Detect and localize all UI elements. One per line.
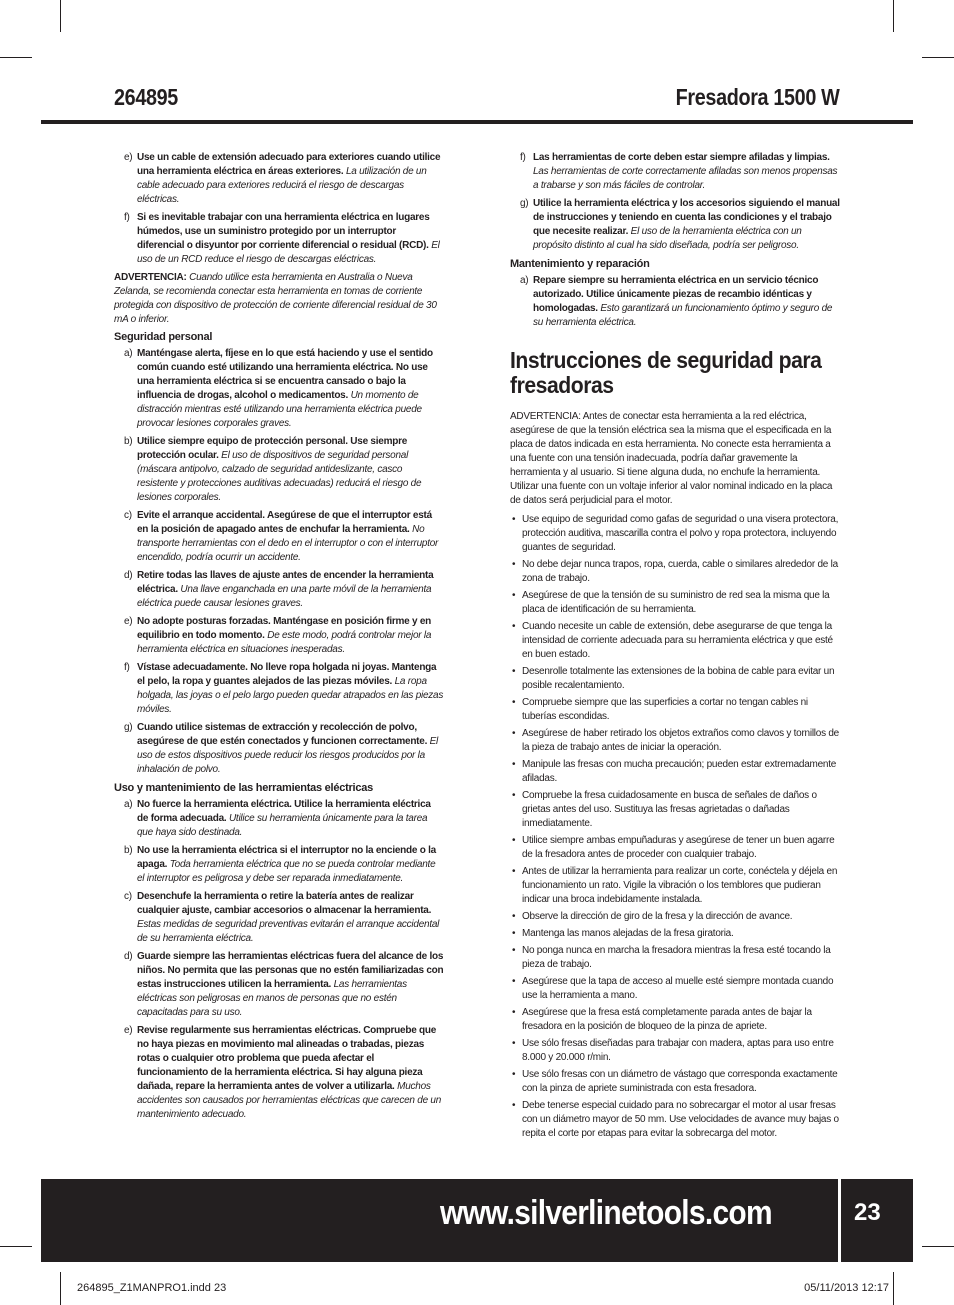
crop-mark (922, 1246, 954, 1247)
bullet-marker: • (512, 514, 516, 525)
item-label: g) (124, 722, 133, 733)
bullet-text: Use sólo fresas diseñadas para trabajar con madera, aptas para uso entre 8.000 y 20.000 r/min. (522, 1038, 834, 1063)
bullet-text: Cuando necesite un cable de extensión, debe asegurarse de que tenga la intensidad de corriente adecuada para su herramienta eléctrica y que esté en buen estado. (522, 621, 833, 660)
list-item (114, 1024, 444, 1122)
bullet-item (510, 865, 840, 907)
item-bold-text: Retire todas las llaves de ajuste antes de encender la herramienta eléctrica. (137, 570, 434, 595)
bullet-item (510, 1099, 840, 1141)
item-bold-text: Utilice la herramienta eléctrica y los accesorios siguiendo el manual de instrucciones y teniendo en cuenta las condiciones y el trabajo que necesite realizar. (533, 198, 840, 237)
bullet-marker: • (512, 1007, 516, 1018)
item-italic-text: Una llave enganchada en una parte móvil de la herramienta eléctrica puede causar lesiones graves. (137, 584, 432, 609)
item-bold-text: Cuando utilice sistemas de extracción y recolección de polvo, asegúrese de que estén conectados y funcionen correctamente. (137, 722, 428, 747)
bullet-marker: • (512, 976, 516, 987)
item-italic-text: La ropa holgada, las joyas o el pelo largo pueden quedar atrapados en las piezas móviles. (137, 676, 444, 715)
model-number: 264895 (114, 84, 178, 110)
item-label: a) (124, 348, 133, 359)
bullet-text: Use sólo fresas con un diámetro de vástago que corresponda exactamente con la pinza de apriete suministrada con esta fresadora. (522, 1069, 838, 1094)
item-label: f) (520, 152, 526, 163)
router-safety-heading: Instrucciones de seguridad para fresadoras (510, 347, 822, 398)
list-item (114, 950, 444, 1020)
list-item (114, 721, 444, 777)
warning-label: ADVERTENCIA: (114, 272, 187, 283)
item-bold-text: Evite el arranque accidental. Asegúrese de que el interruptor está en la posición de apagado antes de enchufar la herramienta. (137, 510, 432, 535)
list-item (510, 151, 840, 193)
item-bold-text: Vístase adecuadamente. No lleve ropa holgada ni joyas. Mantenga el pelo, la ropa y guantes alejados de las piezas móviles. (137, 662, 437, 687)
website-url: www.silverlinetools.com (440, 1194, 772, 1232)
list-item (114, 615, 444, 657)
bullet-text: Asegúrese que la fresa está completamente parada antes de bajar la fresadora en la posición de bloqueo de la pinza de apriete. (522, 1007, 812, 1032)
bullet-text: No debe dejar nunca trapos, ropa, cuerda, cable o similares alrededor de la zona de trabajo. (522, 559, 838, 584)
bullet-item (510, 789, 840, 831)
bullet-marker: • (512, 866, 516, 877)
bullet-text: Debe tenerse especial cuidado para no sobrecargar el motor al usar fresas con un diámetro mayor de 50 mm. Use velocidades de avance muy bajas o repita el corte por etapas para evitar la sobrecarga del motor. (522, 1100, 839, 1139)
crop-mark (922, 57, 954, 58)
item-italic-text: Estas medidas de seguridad preventivas evitarán el arranque accidental de su herramienta eléctrica. (137, 919, 440, 944)
bullet-marker: • (512, 1038, 516, 1049)
bullet-text: Asegúrese de haber retirado los objetos extraños como clavos y tornillos de la pieza de trabajo antes de iniciar la operación. (522, 728, 839, 753)
bullet-item (510, 620, 840, 662)
bullet-marker: • (512, 1069, 516, 1080)
crop-mark (0, 57, 32, 58)
crop-mark (893, 0, 894, 32)
bullet-text: Manipule las fresas con mucha precaución; pueden estar extremadamente afiladas. (522, 759, 837, 784)
header-rule (41, 120, 913, 124)
item-bold-text: Revise regularmente sus herramientas eléctricas. Compruebe que no haya piezas en movimiento mal alineadas o trabadas, piezas rotas o cualquier otro problema que pueda afectar el funcionamiento de la herramienta eléctrica. Si hay alguna pieza dañada, repare la herramienta antes de volver a utilizarla. (137, 1025, 437, 1092)
bullet-item (510, 927, 840, 941)
bullet-item (510, 834, 840, 862)
item-italic-text: Muchos accidentes son causados por herramientas eléctricas que carecen de un mantenimiento adecuado. (137, 1081, 442, 1120)
item-label: f) (124, 212, 130, 223)
bullet-marker: • (512, 621, 516, 632)
section-title-personal-safety: Seguridad personal (114, 331, 213, 343)
right-column (510, 151, 840, 1144)
item-label: f) (124, 662, 130, 673)
bullet-item (510, 910, 840, 924)
bullet-marker: • (512, 928, 516, 939)
item-label: d) (124, 570, 133, 581)
bullet-marker: • (512, 590, 516, 601)
item-label: a) (124, 799, 133, 810)
list-item (114, 435, 444, 505)
list-item (114, 569, 444, 611)
bullet-item (510, 727, 840, 755)
item-italic-text: Las herramientas eléctricas son peligrosas en manos de personas que no estén capacitadas para su uso. (137, 979, 407, 1018)
bullet-marker: • (512, 697, 516, 708)
list-item (510, 197, 840, 253)
bullet-item (510, 758, 840, 786)
item-label: c) (124, 510, 132, 521)
item-bold-text: Las herramientas de corte deben estar siempre afiladas y limpias. (533, 152, 830, 163)
bullet-item (510, 665, 840, 693)
item-italic-text: El uso de estos dispositivos puede reducir los riesgos producidos por la inhalación de polvo. (137, 736, 439, 775)
item-bold-text: Desenchufe la herramienta o retire la batería antes de realizar cualquier ajuste, cambiar accesorios o almacenar la herramienta. (137, 891, 432, 916)
item-label: c) (124, 891, 132, 902)
list-item (510, 274, 840, 330)
item-italic-text: Esto garantizará un funcionamiento óptimo y seguro de su herramienta eléctrica. (533, 303, 833, 328)
bullet-text: Use equipo de seguridad como gafas de seguridad o una visera protectora, protección auditiva, mascarilla contra el polvo y ropa protectora, incluyendo guantes de seguridad. (522, 514, 839, 553)
list-item (114, 211, 444, 267)
list-item (114, 890, 444, 946)
item-label: d) (124, 951, 133, 962)
bullet-text: Compruebe la fresa cuidadosamente en busca de señales de daños o grietas antes del uso. Sustituya las fresas agrietadas o dañadas inmediatamente. (522, 790, 817, 829)
item-italic-text: La utilización de un cable adecuado para exteriores reducirá el riesgo de descargas eléctricas. (137, 166, 427, 205)
section-title-use-maintenance: Uso y mantenimiento de las herramientas eléctricas (114, 782, 373, 794)
bullet-marker: • (512, 790, 516, 801)
bullet-item (510, 558, 840, 586)
item-bold-text: No adopte posturas forzadas. Manténgase en posición firme y en equilibrio en todo momento. (137, 616, 432, 641)
voltage-warning: ADVERTENCIA: Antes de conectar esta herramienta a la red eléctrica, asegúrese de que la tensión eléctrica sea la misma que el especificada en la placa de datos indicada en esta herramienta. No conecte esta herramienta a una fuente con una tensión inadecuada, podría dañar gravemente la herramienta y al usuario. Si tiene alguna duda, no enchufe la herramienta. Utilizar una fuente con un voltaje inferior al valor nominal indicado en la placa de datos será perjudicial para el motor. (510, 411, 833, 506)
bullet-item (510, 589, 840, 617)
item-bold-text: Manténgase alerta, fíjese en lo que está haciendo y use el sentido común cuando esté utilizando una herramienta eléctrica. No use una herramienta eléctrica si se encuentra cansado o bajo la influencia de drogas, alcohol o medicamentos. (137, 348, 433, 401)
bullet-marker: • (512, 835, 516, 846)
item-label: b) (124, 845, 133, 856)
item-label: e) (124, 152, 133, 163)
item-italic-text: De este modo, podrá controlar mejor la herramienta eléctrica en situaciones inesperadas. (137, 630, 432, 655)
section-title-maintenance: Mantenimiento y reparación (510, 258, 650, 270)
date-slug: 05/11/2013 12:17 (804, 1282, 889, 1294)
bullet-item (510, 1037, 840, 1065)
item-bold-text: Guarde siempre las herramientas eléctricas fuera del alcance de los niños. No permita que las personas que no estén familiarizadas con estas instrucciones utilicen la herramienta. (137, 951, 444, 990)
bullet-marker: • (512, 945, 516, 956)
item-bold-text: No fuerce la herramienta eléctrica. Utilice la herramienta eléctrica de forma adecuada. (137, 799, 431, 824)
item-label: e) (124, 616, 133, 627)
item-bold-text: Utilice siempre equipo de protección personal. Use siempre protección ocular. (137, 436, 408, 461)
item-italic-text: Utilice su herramienta únicamente para la tarea que haya sido destinada. (137, 813, 428, 838)
crop-mark (60, 0, 61, 32)
crop-mark (60, 1272, 61, 1305)
bullet-item (510, 944, 840, 972)
footer-divider (838, 1179, 841, 1262)
list-item (114, 661, 444, 717)
list-item (114, 509, 444, 565)
bullet-marker: • (512, 759, 516, 770)
item-label: b) (124, 436, 133, 447)
bullet-text: No ponga nunca en marcha la fresadora mientras la fresa esté tocando la pieza de trabajo. (522, 945, 831, 970)
bullet-text: Desenrolle totalmente las extensiones de la bobina de cable para evitar un posible recalentamiento. (522, 666, 835, 691)
bullet-item (510, 975, 840, 1003)
item-italic-text: Un momento de distracción mientras esté utilizando una herramienta eléctrica puede provocar lesiones corporales graves. (137, 390, 422, 429)
item-label: g) (520, 198, 529, 209)
list-item (114, 798, 444, 840)
item-italic-text: El uso de dispositivos de seguridad personal (máscara antipolvo, calzado de seguridad antideslizante, casco resistente y protecciones auditivas adecuadas) reducirá el riesgo de lesiones corporales. (137, 450, 422, 503)
bullet-text: Asegúrese que la tapa de acceso al muelle esté siempre montada cuando use la herramienta a mano. (522, 976, 834, 1001)
warning-text: Cuando utilice esta herramienta en Australia o Nueva Zelanda, se recomienda conectar esta herramienta en tomas de corriente protegida con dispositivo de protección de corriente diferencial residual de 30 mA o inferior. (114, 272, 437, 325)
item-italic-text: El uso de un RCD reduce el riesgo de descargas eléctricas. (137, 240, 440, 265)
list-item (114, 347, 444, 431)
item-label: a) (520, 275, 529, 286)
item-italic-text: El uso de la herramienta eléctrica con un propósito distinto al cual ha sido diseñada, podría ser peligroso. (533, 226, 802, 251)
list-item (114, 844, 444, 886)
item-label: e) (124, 1025, 133, 1036)
bullet-item (510, 696, 840, 724)
bullet-text: Observe la dirección de giro de la fresa y la dirección de avance. (522, 911, 793, 922)
item-italic-text: Las herramientas de corte correctamente afiladas son menos propensas a trabarse y son más fáciles de controlar. (533, 166, 838, 191)
item-bold-text: Repare siempre su herramienta eléctrica en un servicio técnico autorizado. Utilice únicamente piezas de recambio idénticas y homologadas. (533, 275, 819, 314)
left-column (114, 151, 444, 1126)
item-bold-text: Si es inevitable trabajar con una herramienta eléctrica en lugares húmedos, use un suministro protegido por un interruptor diferencial o disyuntor por corriente diferencial o residual (RCD). (137, 212, 430, 251)
bullet-item (510, 1068, 840, 1096)
bullet-text: Antes de utilizar la herramienta para realizar un corte, conéctela y déjela en funcionamiento un rato. Vigile la vibración o los temblores que pudieran indicar una broca indebidamente instalada. (522, 866, 838, 905)
item-italic-text: No transporte herramientas con el dedo en el interruptor o con el interruptor encendido, podría ocurrir un accidente. (137, 524, 439, 563)
crop-mark (0, 1246, 32, 1247)
bullet-item (510, 1006, 840, 1034)
bullet-marker: • (512, 911, 516, 922)
product-title: Fresadora 1500 W (675, 84, 839, 110)
bullet-marker: • (512, 666, 516, 677)
bullet-text: Utilice siempre ambas empuñaduras y asegúrese de tener un buen agarre de la fresadora antes de proceder con cualquier trabajo. (522, 835, 835, 860)
bullet-text: Asegúrese de que la tensión de su suministro de red sea la misma que la placa de identificación de su herramienta. (522, 590, 830, 615)
file-slug: 264895_Z1MANPRO1.indd 23 (77, 1282, 227, 1294)
item-italic-text: Toda herramienta eléctrica que no se pueda controlar mediante el interruptor es peligrosa y debe ser reparada inmediatamente. (137, 859, 436, 884)
crop-mark (893, 1272, 894, 1305)
bullet-item (510, 513, 840, 555)
bullet-text: Compruebe siempre que las superficies a cortar no tengan cables ni tuberías escondidas. (522, 697, 808, 722)
bullet-marker: • (512, 559, 516, 570)
list-item (114, 151, 444, 207)
item-bold-text: Use un cable de extensión adecuado para exteriores cuando utilice una herramienta eléctrica en áreas exteriores. (137, 152, 441, 177)
australia-warning (114, 271, 444, 327)
item-bold-text: No use la herramienta eléctrica si el interruptor no la enciende o la apaga. (137, 845, 436, 870)
bullet-marker: • (512, 728, 516, 739)
bullet-text: Mantenga las manos alejadas de la fresa giratoria. (522, 928, 734, 939)
bullet-marker: • (512, 1100, 516, 1111)
page-number: 23 (854, 1199, 881, 1226)
